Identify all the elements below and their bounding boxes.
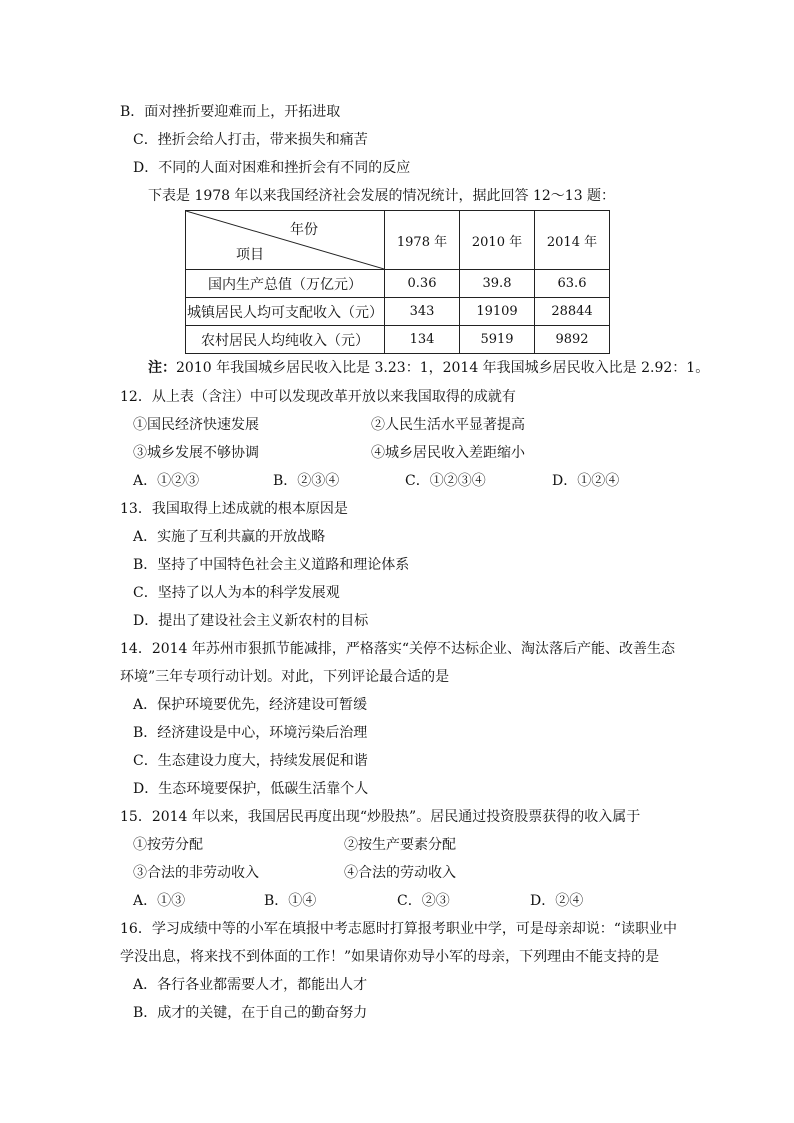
- column-header: 2014 年: [535, 211, 610, 270]
- q15-option: C．②③: [397, 893, 450, 909]
- table-intro: 下表是 1978 年以来我国经济社会发展的情况统计，据此回答 12～13 题：: [148, 188, 616, 204]
- q15-option: A．①③: [133, 893, 186, 909]
- column-header: 2010 年: [460, 211, 535, 270]
- corner-year-label: 年份: [290, 222, 318, 238]
- q12-option: D．①②④: [552, 473, 620, 489]
- q14-option-a: A．保护环境要优先，经济建设可暂缓: [133, 697, 368, 713]
- table-row: [186, 270, 610, 298]
- q14-option-d: D．生态环境要保护，低碳生活靠个人: [133, 781, 369, 797]
- q15-item: ①按劳分配: [133, 837, 203, 853]
- q16-option-a: A．各行各业都需要人才，都能出人才: [133, 977, 368, 993]
- q13-option-a: A．实施了互利共赢的开放战略: [133, 529, 326, 545]
- table-corner-cell: [186, 211, 385, 270]
- q15-option: B．①④: [264, 893, 317, 909]
- q15-item: ④合法的劳动收入: [344, 865, 456, 881]
- q15-stem: 15．2014 年以来，我国居民再度出现“炒股热”。居民通过投资股票获得的收入属于: [120, 809, 641, 825]
- table-cell: 28844: [535, 298, 610, 326]
- diagonal-line: [186, 211, 384, 269]
- q16-stem-line1: 16．学习成绩中等的小军在填报中考志愿时打算报考职业中学，可是母亲却说：“读职业中: [120, 921, 677, 937]
- table-cell: 0.36: [385, 270, 460, 298]
- table-cell: 134: [385, 326, 460, 354]
- note-text: 2010 年我国城乡居民收入比是 3.23：1，2014 年我国城乡居民收入比是 2.92：1。: [176, 360, 710, 376]
- q13-stem: 13．我国取得上述成就的根本原因是: [120, 501, 348, 517]
- q14-stem-line1: 14．2014 年苏州市狠抓节能减排，严格落实“关停不达标企业、淘汰落后产能、改善生态: [120, 641, 676, 657]
- q11-option-b: B．面对挫折要迎难而上，开拓进取: [120, 104, 341, 120]
- q15-item: ②按生产要素分配: [344, 837, 456, 853]
- q12-item: ③城乡发展不够协调: [133, 445, 259, 461]
- table-cell: 39.8: [460, 270, 535, 298]
- q12-item: ①国民经济快速发展: [133, 417, 259, 433]
- table-row: [186, 326, 610, 354]
- row-label: 国内生产总值（万亿元）: [186, 270, 385, 298]
- table-cell: 5919: [460, 326, 535, 354]
- q13-option-d: D．提出了建设社会主义新农村的目标: [133, 613, 369, 629]
- q12-stem: 12．从上表（含注）中可以发现改革开放以来我国取得的成就有: [120, 389, 516, 405]
- corner-item-label: 项目: [236, 247, 264, 263]
- row-label: 农村居民人均纯收入（元）: [186, 326, 385, 354]
- row-label: 城镇居民人均可支配收入（元）: [186, 298, 385, 326]
- q15-option: D．②④: [530, 893, 584, 909]
- q12-item: ④城乡居民收入差距缩小: [371, 445, 525, 461]
- table-cell: 9892: [535, 326, 610, 354]
- q14-option-c: C．生态建设力度大，持续发展促和谐: [133, 753, 368, 769]
- q14-stem-line2: 环境”三年专项行动计划。对此，下列评论最合适的是: [120, 669, 450, 685]
- q13-option-c: C．坚持了以人为本的科学发展观: [133, 585, 340, 601]
- q12-option: C．①②③④: [405, 473, 486, 489]
- q12-item: ②人民生活水平显著提高: [371, 417, 525, 433]
- table-cell: 19109: [460, 298, 535, 326]
- statistics-table: [185, 210, 610, 354]
- q16-option-b: B．成才的关键，在于自己的勤奋努力: [133, 1005, 368, 1021]
- table-note: [148, 358, 709, 378]
- q14-option-b: B．经济建设是中心，环境污染后治理: [133, 725, 368, 741]
- q12-option: A．①②③: [133, 473, 200, 489]
- column-header: 1978 年: [385, 211, 460, 270]
- q11-option-c: C．挫折会给人打击，带来损失和痛苦: [133, 132, 368, 148]
- q16-stem-line2: 学没出息，将来找不到体面的工作！”如果请你劝导小军的母亲，下列理由不能支持的是: [120, 949, 660, 965]
- table-header-row: [186, 211, 610, 270]
- q15-item: ③合法的非劳动收入: [133, 865, 259, 881]
- note-label: 注：: [148, 360, 176, 376]
- q12-option: B．②③④: [273, 473, 340, 489]
- q11-option-d: D．不同的人面对困难和挫折会有不同的反应: [133, 160, 411, 176]
- table-row: [186, 298, 610, 326]
- table-cell: 63.6: [535, 270, 610, 298]
- q13-option-b: B．坚持了中国特色社会主义道路和理论体系: [133, 557, 410, 573]
- table-cell: 343: [385, 298, 460, 326]
